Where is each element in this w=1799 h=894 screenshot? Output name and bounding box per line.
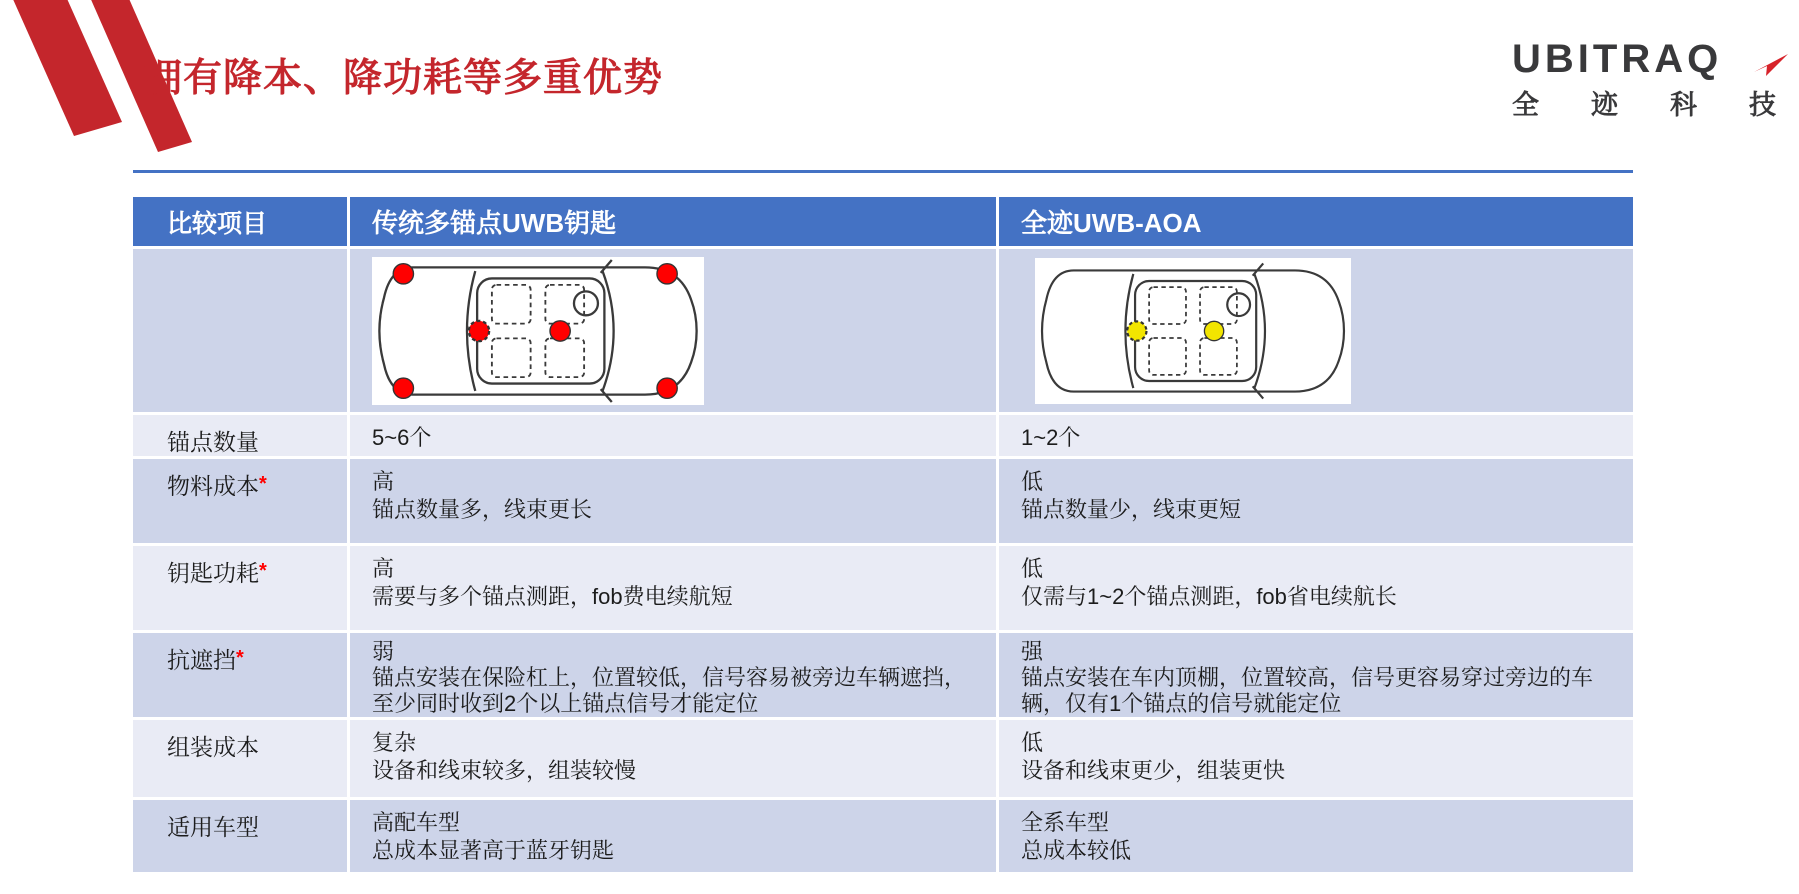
company-logo [1512,36,1776,122]
row-label-anchor-count [133,415,347,456]
row-label-text: 组装成本 [167,734,259,760]
cell-anchor-count-traditional [350,415,996,456]
cell-line: 强 [1021,639,1044,664]
anchor-dot [469,320,489,340]
cell-applicable-models-traditional [350,800,996,872]
cell-applicable-models-aoa [999,800,1633,872]
cell-line: 复杂 [372,730,417,755]
anchor-dot [550,320,570,340]
anchor-dot [393,378,413,398]
page-title: 拥有降本、降功耗等多重优势 [143,57,664,100]
row-label-text: 抗遮挡 [167,647,236,673]
cell-material-cost-traditional [350,459,996,543]
cell-line: 全系车型 [1021,810,1110,835]
car-diagram-cell-right [999,249,1633,412]
header-cell-compare-item: 比较项目 [133,197,347,246]
row-label-text: 钥匙功耗 [167,560,259,586]
footnote-asterisk: * [259,473,267,495]
cell-line: 高 [372,556,395,581]
cell-line: 锚点数量少，线束更短 [1021,497,1242,522]
anchor-dot [657,378,677,398]
header-cell-traditional-uwb: 传统多锚点UWB钥匙 [350,197,996,246]
cell-assembly-cost-traditional [350,720,996,797]
anchor-dot [1127,321,1146,340]
logo-wordmark-text: UBITRAQ [1512,37,1723,81]
logo-wordmark [1512,36,1776,82]
ubitraq-aoa-car-top-view [1035,258,1351,404]
cell-line: 1~2个 [1021,425,1081,450]
car-diagram-cell-left [350,249,996,412]
anchor-dot [1204,321,1223,340]
cell-anchor-count-aoa [999,415,1633,456]
header-cell-ubitraq-aoa: 全迹UWB-AOA [999,197,1633,246]
cell-line: 低 [1021,469,1044,494]
cell-line: 设备和线束较多，组装较慢 [372,758,637,783]
anchor-dot [393,263,413,283]
row-label-key-power [133,546,347,630]
row-label-text: 适用车型 [167,814,259,840]
cell-occlusion-traditional [350,633,996,717]
logo-cn-char: 全 [1512,90,1539,120]
logo-arrow-icon [1754,52,1790,78]
row-label-applicable-models [133,800,347,872]
row-label-material-cost [133,459,347,543]
logo-cn-char: 迹 [1591,90,1618,120]
traditional-multi-anchor-car-top-view [372,257,704,405]
cell-material-cost-aoa [999,459,1633,543]
cell-line: 锚点安装在车内顶棚，位置较高，信号更容易穿过旁边的车辆，仅有1个锚点的信号就能定位 [1021,665,1594,716]
cell-key-power-aoa [999,546,1633,630]
anchor-dot [657,263,677,283]
comparison-table [133,197,1633,872]
row-label-assembly-cost [133,720,347,797]
row-label-occlusion-resistance [133,633,347,717]
car-diagram-right-svg [1035,258,1351,404]
row-label-text: 锚点数量 [167,429,259,455]
footnote-asterisk: * [236,647,244,669]
cell-line: 总成本显著高于蓝牙钥匙 [372,838,615,863]
cell-line: 需要与多个锚点测距，fob费电续航短 [372,584,733,609]
row-label-text: 物料成本 [167,473,259,499]
cell-line: 锚点数量多，线束更长 [372,497,593,522]
car-diagram-left-svg [372,257,704,405]
cell-key-power-traditional [350,546,996,630]
footnote-asterisk: * [259,560,267,582]
cell-line: 高 [372,469,395,494]
cell-line: 高配车型 [372,810,461,835]
cell-line: 低 [1021,556,1044,581]
cell-line: 总成本较低 [1021,838,1132,863]
logo-cn-char: 技 [1749,90,1776,120]
cell-line: 锚点安装在保险杠上，位置较低，信号容易被旁边车辆遮挡，至少同时收到2个以上锚点信号才能定位 [372,665,967,716]
cell-line: 弱 [372,639,395,664]
logo-chinese-name [1512,83,1776,122]
cell-line: 设备和线束更少，组装更快 [1021,758,1286,783]
table-top-accent-line [133,170,1633,173]
cell-occlusion-aoa [999,633,1633,717]
cell-line: 5~6个 [372,425,432,450]
cell-line: 低 [1021,730,1044,755]
logo-cn-char: 科 [1670,90,1697,120]
diagram-row-label-cell [133,249,347,412]
cell-assembly-cost-aoa [999,720,1633,797]
cell-line: 仅需与1~2个锚点测距，fob省电续航长 [1021,584,1397,609]
